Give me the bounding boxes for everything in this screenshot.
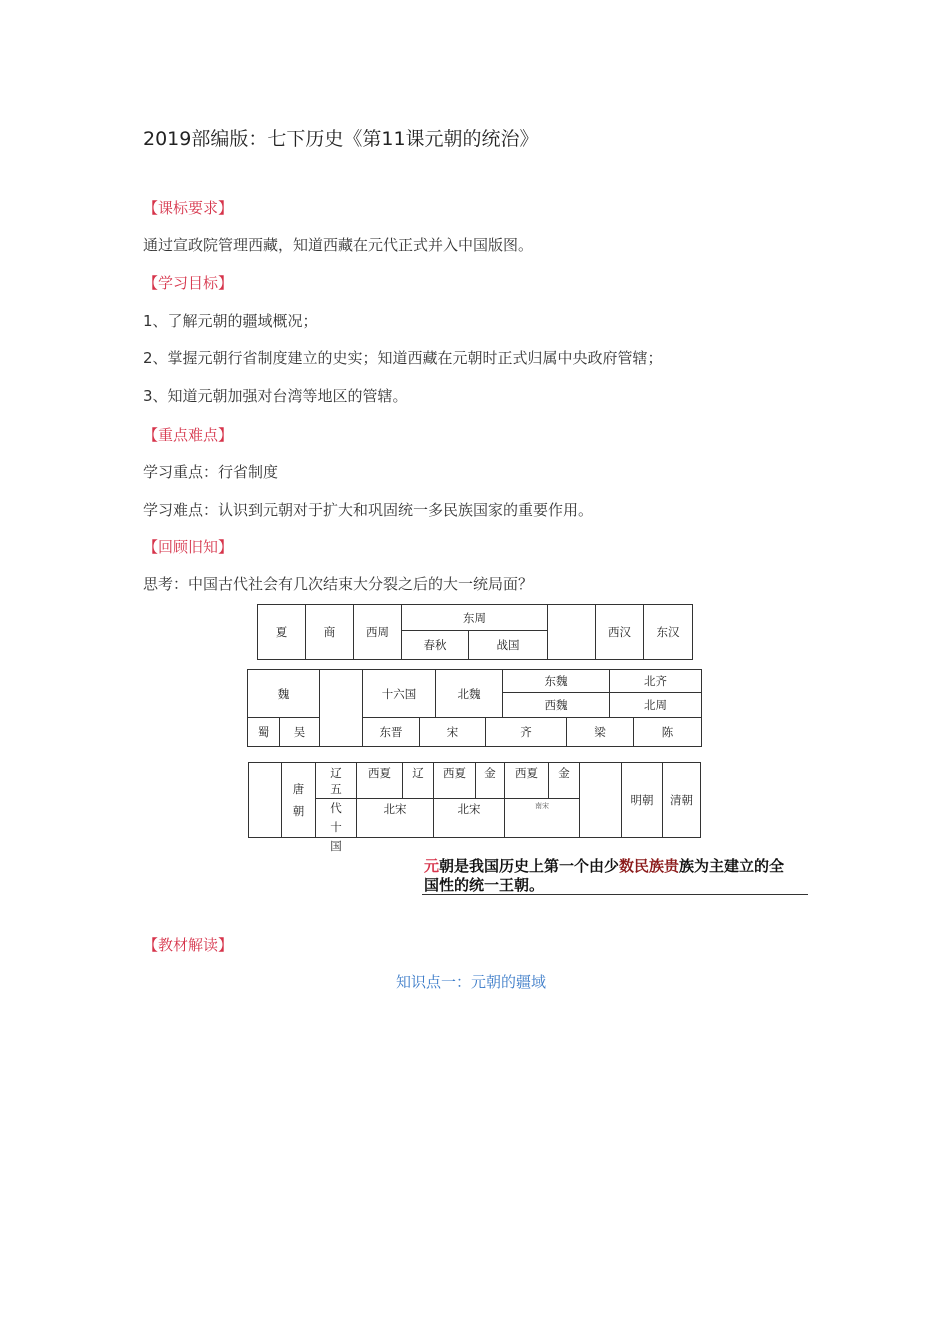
section-review: 【回顾旧知】 (143, 538, 234, 556)
cell-xixia-3: 西夏 (504, 762, 549, 799)
cell-qingchao: 清朝 (662, 762, 701, 838)
cell-shang: 商 (305, 604, 354, 660)
cell-blank-qin (547, 604, 596, 660)
requirement-text: 通过宣政院管理西藏，知道西藏在元代正式并入中国版图。 (143, 236, 534, 254)
cell-jin-2: 金 (548, 762, 580, 799)
note-part-4: 族为主建立的全 (679, 857, 785, 875)
cell-wei: 魏 (247, 669, 320, 718)
page-title: 2019部编版：七下历史《第11课元朝的统治》 (143, 128, 539, 150)
key-difficulty: 学习难点：认识到元朝对于扩大和巩固统一多民族国家的重要作用。 (143, 501, 594, 519)
cell-qi: 齐 (485, 717, 567, 747)
cell-blank-yuan (579, 762, 622, 838)
cell-xixia-2: 西夏 (433, 762, 476, 799)
cell-donghan: 东汉 (643, 604, 693, 660)
cell-chen: 陈 (633, 717, 702, 747)
note-part-3: 数民族贵 (619, 857, 680, 875)
section-textbook: 【教材解读】 (143, 936, 234, 954)
cell-beisong-2: 北宋 (433, 798, 505, 838)
goal-item-2: 2、掌握元朝行省制度建立的史实；知道西藏在元朝时正式归属中央政府管辖； (143, 349, 663, 367)
cell-zhanguo: 战国 (468, 630, 548, 660)
review-question: 思考：中国古代社会有几次结束大分裂之后的大一统局面？ (143, 575, 534, 593)
cell-beisong-1: 北宋 (356, 798, 434, 838)
cell-nansong (504, 798, 580, 838)
cell-dongzhou: 东周 (401, 604, 548, 631)
section-goals: 【学习目标】 (143, 274, 234, 292)
cell-beiqi: 北齐 (609, 669, 702, 693)
cell-dongwei: 东魏 (502, 669, 610, 693)
goal-item-1: 1、了解元朝的疆域概况； (143, 312, 318, 330)
knowledge-point-1: 知识点一：元朝的疆域 (396, 973, 547, 991)
yuan-dynasty-note (424, 857, 784, 895)
section-requirement: 【课标要求】 (143, 199, 234, 217)
cell-mingchao: 明朝 (621, 762, 663, 838)
cell-xia: 夏 (257, 604, 306, 660)
cell-beizhou: 北周 (609, 692, 702, 718)
cell-tangchao: 唐朝 (281, 762, 316, 838)
cell-beiwei: 北魏 (435, 669, 503, 718)
cell-wudai: 五代十国 (315, 798, 357, 838)
note-line-1 (424, 857, 784, 876)
key-focus: 学习重点：行省制度 (143, 463, 279, 481)
cell-wu: 吴 (279, 717, 320, 747)
cell-xizhou: 西周 (353, 604, 402, 660)
cell-blank-sui (248, 762, 282, 838)
cell-liang: 梁 (566, 717, 634, 747)
note-part-1: 元 (424, 857, 440, 875)
cell-xiwei: 西魏 (502, 692, 610, 718)
note-line-2: 国性的统一王朝。 (424, 876, 545, 894)
cell-liao-1: 辽 (315, 762, 357, 799)
nansong-label: 南宋 (535, 802, 549, 810)
note-underline (422, 894, 808, 895)
goal-item-3: 3、知道元朝加强对台湾等地区的管辖。 (143, 387, 408, 405)
cell-shiliuguo: 十六国 (362, 669, 436, 718)
cell-blank-xijin (319, 669, 363, 747)
cell-dongjin: 东晋 (362, 717, 420, 747)
section-key: 【重点难点】 (143, 426, 234, 444)
cell-jin-1: 金 (475, 762, 505, 799)
cell-xihan: 西汉 (595, 604, 644, 660)
cell-shu: 蜀 (247, 717, 280, 747)
cell-song: 宋 (419, 717, 486, 747)
cell-liao-2: 辽 (402, 762, 434, 799)
cell-chunqiu: 春秋 (401, 630, 469, 660)
note-part-2: 朝是我国历史上第一个由少 (439, 857, 620, 875)
cell-xixia-1: 西夏 (356, 762, 403, 799)
